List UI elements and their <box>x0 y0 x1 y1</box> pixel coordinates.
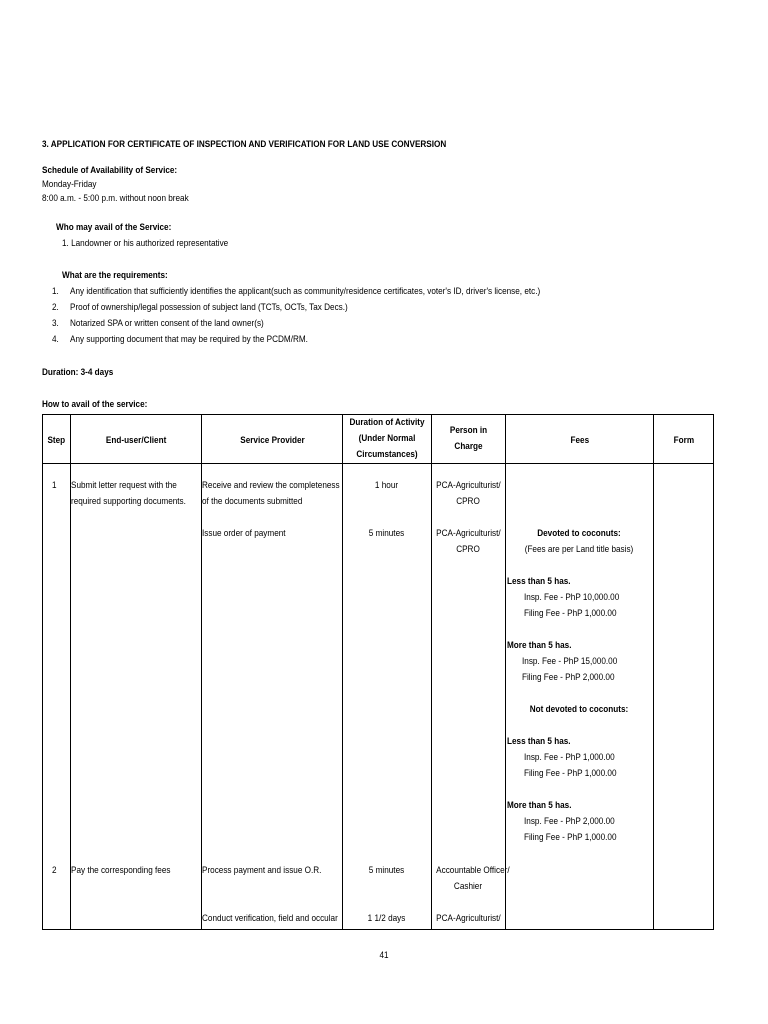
fee-line: Filing Fee - PhP 1,000.00 <box>524 832 617 843</box>
table-header-row <box>43 415 714 464</box>
schedule-days: Monday-Friday <box>42 179 97 190</box>
provider-action: Conduct verification, field and occular <box>202 913 338 924</box>
fee-line: Filing Fee - PhP 1,000.00 <box>524 608 617 619</box>
fee-line: Insp. Fee - PhP 1,000.00 <box>524 752 615 763</box>
provider-action: Receive and review the completeness <box>202 480 340 491</box>
person-in-charge: PCA-Agriculturist/ <box>436 480 501 491</box>
schedule-hours: 8:00 a.m. - 5:00 p.m. without noon break <box>42 193 189 204</box>
page-number: 41 <box>379 950 389 961</box>
step-number: 2 <box>52 865 57 876</box>
person-in-charge: PCA-Agriculturist/ <box>436 913 501 924</box>
header-client: End-user/Client <box>71 415 202 464</box>
fee-line: Insp. Fee - PhP 15,000.00 <box>522 656 618 667</box>
how-to-heading: How to avail of the service: <box>42 399 148 410</box>
step-number: 1 <box>52 480 57 491</box>
requirement-text: Proof of ownership/legal possession of subject land (TCTs, OCTs, Tax Decs.) <box>70 302 348 313</box>
fees-bracket-heading: Less than 5 has. <box>507 576 571 587</box>
fees-bracket-heading: More than 5 has. <box>507 640 572 651</box>
header-form: Form <box>654 415 714 464</box>
client-action: required supporting documents. <box>71 496 186 507</box>
requirement-number: 3. <box>52 318 59 329</box>
person-in-charge: CPRO <box>456 496 480 507</box>
header-fees: Fees <box>506 415 654 464</box>
fees-bracket-heading: More than 5 has. <box>507 800 572 811</box>
requirement-text: Any identification that sufficiently identifies the applicant(such as community/residence certificates, voter's ID, driver's license, etc.) <box>70 286 541 297</box>
fees-not-devoted-heading: Not devoted to coconuts: <box>529 704 629 715</box>
fee-line: Filing Fee - PhP 1,000.00 <box>524 768 617 779</box>
duration-label: Duration: 3-4 days <box>42 367 114 378</box>
header-step: Step <box>43 415 71 464</box>
client-action: Pay the corresponding fees <box>71 865 171 876</box>
requirement-text: Notarized SPA or written consent of the land owner(s) <box>70 318 264 329</box>
provider-action: of the documents submitted <box>202 496 303 507</box>
requirement-number: 4. <box>52 334 59 345</box>
activity-duration: 1 1/2 days <box>367 913 406 924</box>
activity-duration: 5 minutes <box>368 865 405 876</box>
activity-duration: 1 hour <box>374 480 399 491</box>
who-heading: Who may avail of the Service: <box>56 222 172 233</box>
requirements-heading: What are the requirements: <box>62 270 168 281</box>
client-action: Submit letter request with the <box>71 480 177 491</box>
header-duration: Duration of Activity (Under Normal Circumstances) <box>343 415 432 464</box>
requirement-text: Any supporting document that may be required by the PCDM/RM. <box>70 334 308 345</box>
person-in-charge: PCA-Agriculturist/ <box>436 528 501 539</box>
schedule-heading: Schedule of Availability of Service: <box>42 165 178 176</box>
activity-duration: 5 minutes <box>368 528 405 539</box>
person-in-charge: CPRO <box>456 544 480 555</box>
provider-action: Issue order of payment <box>202 528 286 539</box>
fees-basis-note: (Fees are per Land title basis) <box>524 544 634 555</box>
requirement-number: 2. <box>52 302 59 313</box>
header-provider: Service Provider <box>202 415 343 464</box>
fee-line: Filing Fee - PhP 2,000.00 <box>522 672 615 683</box>
fees-devoted-heading: Devoted to coconuts: <box>537 528 621 539</box>
person-in-charge: Cashier <box>453 881 483 892</box>
provider-action: Process payment and issue O.R. <box>202 865 322 876</box>
fee-line: Insp. Fee - PhP 10,000.00 <box>524 592 620 603</box>
section-title: 3. APPLICATION FOR CERTIFICATE OF INSPECTION AND VERIFICATION FOR LAND USE CONVERSION <box>42 139 447 150</box>
person-in-charge: Accountable Officer/ <box>436 865 510 876</box>
who-item: 1. Landowner or his authorized representative <box>62 238 229 249</box>
requirement-number: 1. <box>52 286 59 297</box>
header-person: Person in Charge <box>432 415 506 464</box>
fee-line: Insp. Fee - PhP 2,000.00 <box>524 816 615 827</box>
fees-bracket-heading: Less than 5 has. <box>507 736 571 747</box>
